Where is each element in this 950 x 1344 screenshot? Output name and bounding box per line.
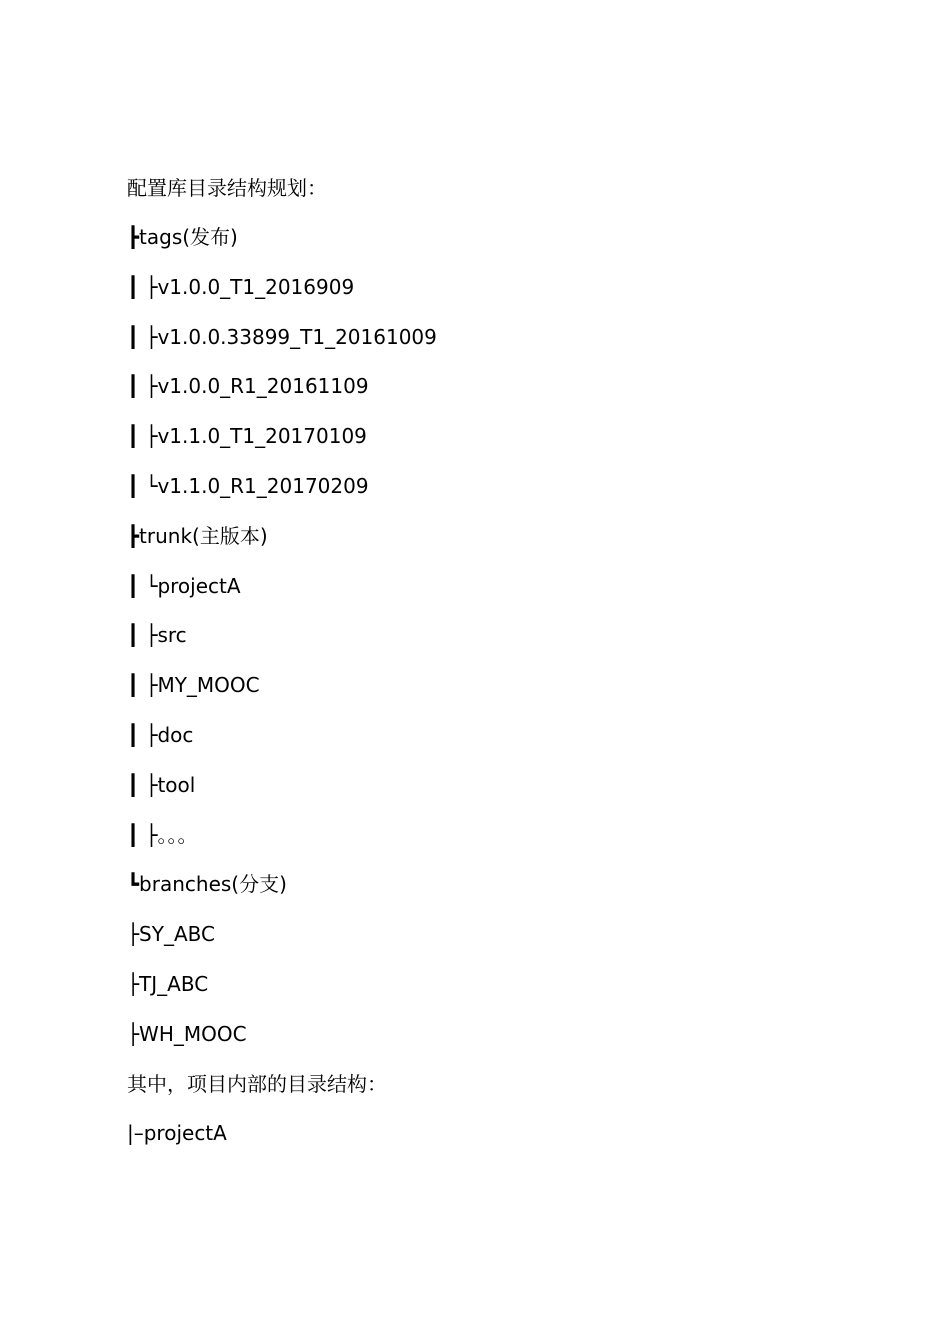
tree-line-tag-3: ┃ ├v1.0.0_R1_20161109 xyxy=(127,374,369,398)
tree-line-tag-1: ┃ ├v1.0.0_T1_2016909 xyxy=(127,275,355,299)
document-subheading: 其中，项目内部的目录结构： xyxy=(127,1072,387,1096)
tree-line-tags: ┣tags(发布) xyxy=(127,225,238,249)
tree-line-ellipsis: ┃ ├。。。 xyxy=(127,823,198,847)
tree-line-src: ┃ ├src xyxy=(127,623,187,647)
project-line: |–projectA xyxy=(127,1121,227,1145)
tree-line-tool: ┃ ├tool xyxy=(127,773,196,797)
tree-line-branches: ┗branches(分支) xyxy=(127,872,287,896)
tree-line-tag-4: ┃ ├v1.1.0_T1_20170109 xyxy=(127,424,367,448)
tree-line-wh-mooc: ├WH_MOOC xyxy=(127,1022,247,1046)
tree-line-projecta: ┃ └projectA xyxy=(127,574,241,598)
tree-line-sy-abc: ├SY_ABC xyxy=(127,922,215,946)
tree-line-my-mooc: ┃ ├MY_MOOC xyxy=(127,673,260,697)
tree-line-tag-2: ┃ ├v1.0.0.33899_T1_20161009 xyxy=(127,325,437,349)
tree-line-doc: ┃ ├doc xyxy=(127,723,194,747)
tree-line-tj-abc: ├TJ_ABC xyxy=(127,972,209,996)
document-heading: 配置库目录结构规划： xyxy=(127,176,327,200)
tree-line-trunk: ┣trunk(主版本) xyxy=(127,524,268,548)
tree-line-tag-5: ┃ └v1.1.0_R1_20170209 xyxy=(127,474,369,498)
